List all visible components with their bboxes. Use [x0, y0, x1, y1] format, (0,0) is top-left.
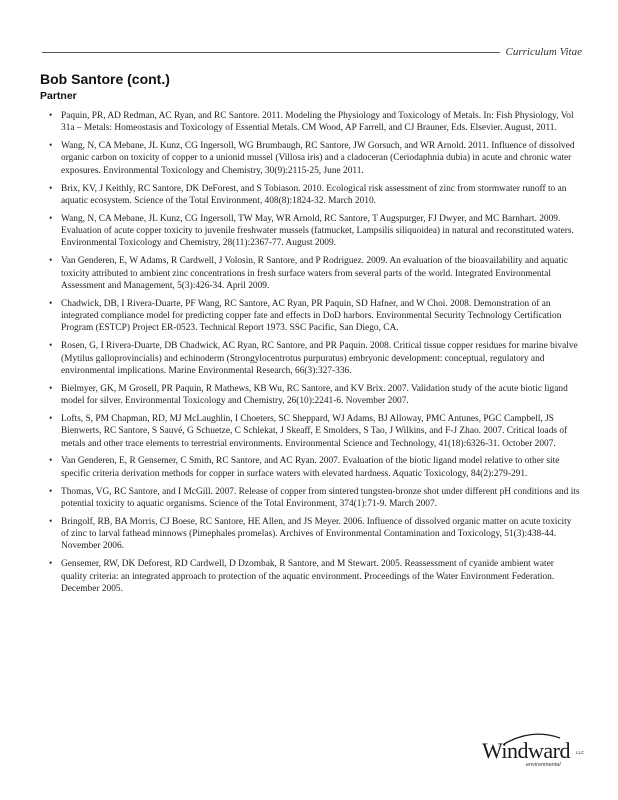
- reference-text: Van Genderen, E, R Gensemer, C Smith, RC Santore, and AC Ryan. 2007. Evaluation of the biotic ligand model relative to other site specific criteria derivation methods for copper in surface waters with elevated hardness. Aquatic Toxicology, 84(2):279-291.: [61, 456, 560, 479]
- reference-text: Brix, KV, J Keithly, RC Santore, DK DeForest, and S Tobiason. 2010. Ecological risk assessment of zinc from stormwater runoff to an aquatic ecosystem. Science of the Total Environment, 408(8):1824-32. March 2010.: [61, 183, 567, 206]
- reference-text: Paquin, PR, AD Redman, AC Ryan, and RC Santore. 2011. Modeling the Physiology and Toxicology of Metals. In: Fish Physiology, Vol 31a – Metals: Homeostasis and Toxicology of Essential Metals. CM Wood, AP Farrell, and CJ Brauner, Eds. Elsevier. August, 2011.: [61, 111, 574, 134]
- reference-item: [36, 516, 581, 553]
- reference-item: [36, 455, 581, 480]
- bullet-icon: •: [49, 298, 53, 309]
- bullet-icon: •: [49, 111, 53, 121]
- reference-item: [36, 255, 581, 292]
- reference-item: [36, 383, 581, 408]
- reference-text: Bringolf, RB, BA Morris, CJ Boese, RC Santore, HE Allen, and JS Meyer. 2006. Influence of dissolved organic matter on acute toxicity of zinc to larval fathead minnows (Pimephales promelas). Archives of Environmental Contamination and Toxicology, 51(3):438-44. November 2006.: [61, 516, 572, 552]
- header-label: Curriculum Vitae: [500, 46, 582, 58]
- reference-item: [36, 340, 581, 377]
- bullet-icon: •: [49, 341, 53, 352]
- reference-list: [36, 110, 581, 601]
- windward-logo: [482, 732, 585, 774]
- reference-text: Lofts, S, PM Chapman, RD, MJ McLaughlin, I Choeters, SC Sheppard, WJ Adams, BJ Alloway, PMC Antunes, PGC Campbell, JS Bienwerts, RC Santore, S Sauvé, G Schuetze, C Schlekat, J Skeaff, E Smolders, S Tao, J Wilkins, and F-J Zhao. 2007. Critical loads of metals and other trace elements to terrestrial environments. Environmental Science and Technology, 41(18):6326-31. October 2007.: [61, 413, 568, 449]
- reference-item: [36, 183, 581, 208]
- reference-text: Chadwick, DB, I Rivera-Duarte, PF Wang, RC Santore, AC Ryan, PR Paquin, SD Hafner, and W Choi. 2008. Demonstration of an integrated compliance model for predicting copper fate and effects in DoD harbors. Environmental Security Technology Certification Program (ESTCP) Project ER-0523. Technical Report 1973. SSC Pacific, San Diego, CA.: [61, 298, 562, 334]
- reference-item: [36, 298, 581, 335]
- reference-item: [36, 213, 581, 250]
- bullet-icon: •: [49, 559, 53, 570]
- reference-text: Wang, N, CA Mebane, JL Kunz, CG Ingersoll, TW May, WR Arnold, RC Santore, T Augspurger, FJ Dwyer, and MC Barnhart. 2009. Evaluation of acute copper toxicity to juvenile freshwater mussels (fatmucket, Lampsilis siliquoidea) in natural and reconstituted waters. Environmental Toxicology and Chemistry, 28(11):2367-77. August 2009.: [61, 213, 574, 249]
- logo-brand: Windward: [482, 738, 570, 763]
- reference-text: Rosen, G, I Rivera-Duarte, DB Chadwick, AC Ryan, RC Santore, and PR Paquin. 2008. Critical tissue copper residues for marine bivalve (Mytilus galloprovincialis) and echinoderm (Strongylocentrotus purpuratus) embryonic development: conceptual, regulatory and environmental implications. Marine Environmental Research, 66(3):327-336.: [61, 341, 578, 376]
- bullet-icon: •: [49, 456, 53, 467]
- reference-item: [36, 413, 581, 450]
- bullet-icon: •: [49, 516, 53, 527]
- logo-suffix: LLC: [576, 750, 585, 755]
- bullet-icon: •: [49, 183, 53, 194]
- reference-item: [36, 486, 581, 511]
- reference-text: Wang, N, CA Mebane, JL Kunz, CG Ingersoll, WG Brumbaugh, RC Santore, JW Gorsuch, and WR Arnold. 2011. Influence of dissolved organic carbon on toxicity of copper to a unionid mussel (Villosa iris) and a cladoceran (Ceriodaphnia dubia) in acute and chronic water exposures. Environmental Toxicology and Chemistry, 30(9):2115-25, June 2011.: [61, 141, 575, 176]
- reference-item: [36, 140, 581, 177]
- reference-text: Van Genderen, E, W Adams, R Cardwell, J Volosin, R Santore, and P Rodriguez. 2009. An evaluation of the bioavailability and aquatic toxicity attributed to ambient zinc concentrations in fresh surface waters from several parts of the world. Integrated Environmental Assessment and Management, 5(3):426-34. April 2009.: [61, 256, 568, 291]
- logo-tagline: environmental: [526, 762, 561, 768]
- bullet-icon: •: [49, 213, 53, 224]
- bullet-icon: •: [49, 413, 53, 424]
- bullet-icon: •: [49, 256, 53, 267]
- reference-text: Bielmyer, GK, M Grosell, PR Paquin, R Mathews, KB Wu, RC Santore, and KV Brix. 2007. Validation study of the acute biotic ligand model for silver. Environmental Toxicology and Chemistry, 26(10):2241-6. November 2007.: [61, 383, 568, 407]
- reference-item: [36, 558, 581, 595]
- page-header: [42, 46, 582, 56]
- reference-text: Thomas, VG, RC Santore, and I McGill. 2007. Release of copper from sintered tungsten-bronze shot under different pH conditions and its potential toxicity to aquatic organisms. Science of the Total Environment, 374(1):71-9. March 2007.: [61, 486, 580, 509]
- person-role: Partner: [40, 90, 77, 102]
- bullet-icon: •: [49, 141, 53, 152]
- person-name: Bob Santore (cont.): [40, 71, 170, 87]
- reference-item: [36, 110, 581, 135]
- bullet-icon: •: [49, 486, 53, 497]
- reference-text: Gensemer, RW, DK Deforest, RD Cardwell, D Dzombak, R Santore, and M Stewart. 2005. Reassessment of cyanide ambient water quality criteria: an integrated approach to protection of the aquatic environment. Proceedings of the Water Environment Federation. December 2005.: [61, 559, 555, 594]
- bullet-icon: •: [49, 383, 53, 394]
